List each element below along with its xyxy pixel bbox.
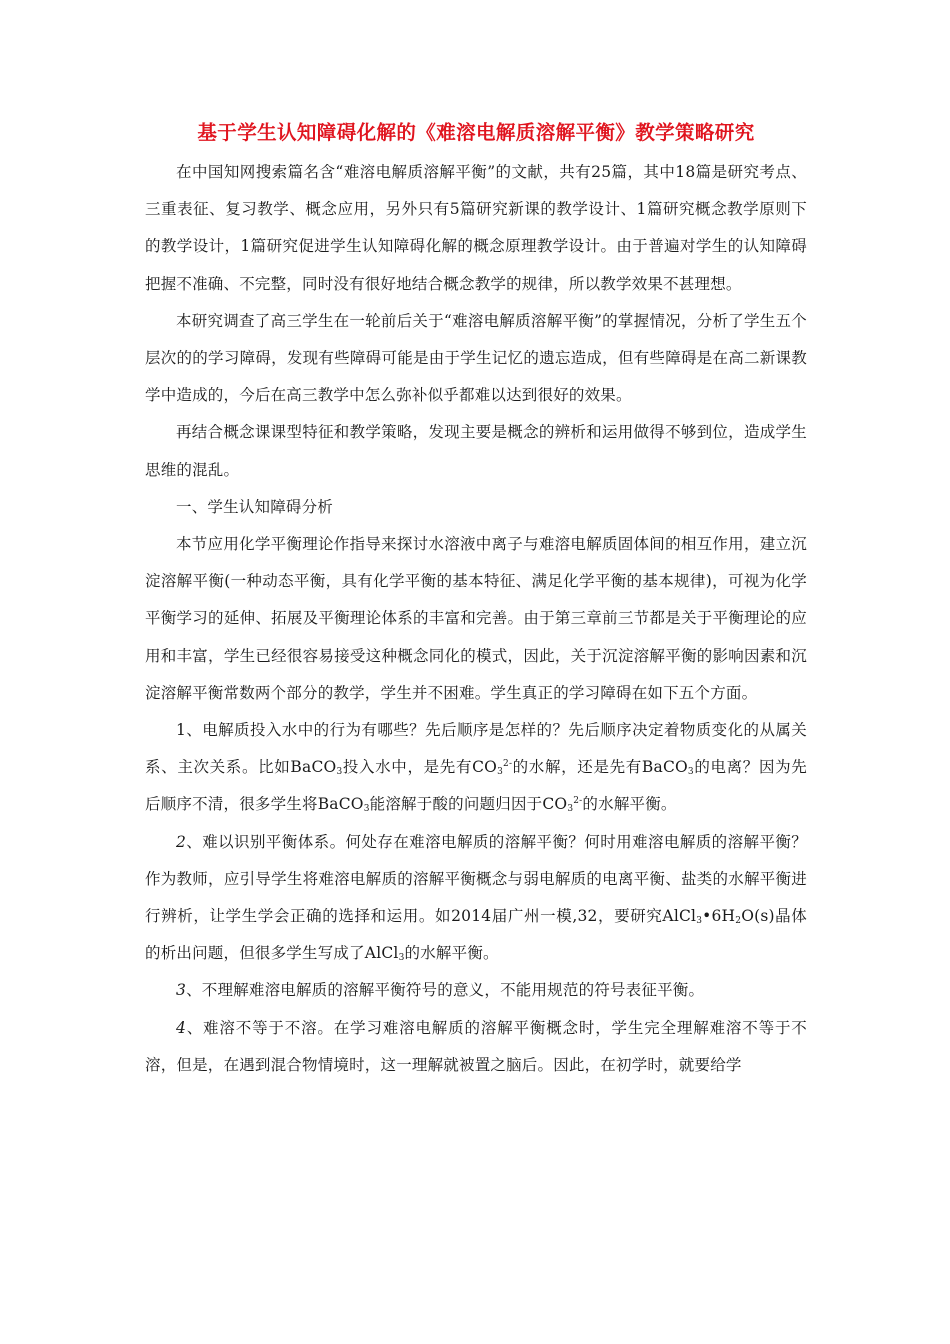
item-number: 3 [176, 981, 187, 1000]
list-item-1: 1、电解质投入水中的行为有哪些？先后顺序是怎样的？先后顺序决定着物质变化的从属关系、主次关系。比如BaCO$_3$投入水中，是先有$CO_3^{2-}$的水解，还是先有BaCO$_3$的电离？因为先后顺序不清，很多学生将BaCO$_3$能溶解于酸的问题归因于$CO_3^{2-}$的水解平衡。 [145, 721, 807, 815]
list-item-4: 4、难溶不等于不溶。在学习难溶电解质的溶解平衡概念时，学生完全理解难溶不等于不溶，但是，在遇到混合物情境时，这一理解就被置之脑后。因此，在初学时，就要给学 [145, 1018, 807, 1074]
paragraph-strategy: 再结合概念课课型特征和教学策略，发现主要是概念的辨析和运用做得不够到位，造成学生思维的混乱。 [145, 423, 807, 479]
item-number: 1 [176, 721, 187, 740]
paragraph-intro: 在中国知网搜索篇名含“难溶电解质溶解平衡”的文献，共有25篇，其中18篇是研究考点、三重表征、复习教学、概念应用，另外只有5篇研究新课的教学设计、1篇研究概念教学原则下的教学设计，1篇研究促进学生认知障碍化解的概念原理教学设计。由于普遍对学生的认知障碍把握不准确、不完整，同时没有很好地结合概念教学的规律，所以教学效果不甚理想。 [145, 163, 807, 293]
document-title: 基于学生认知障碍化解的《难溶电解质溶解平衡》教学策略研究 [197, 121, 755, 144]
item-number: 2 [176, 832, 187, 851]
document-page [145, 118, 807, 1084]
section-heading: 一、学生认知障碍分析 [176, 497, 334, 516]
list-item-3: 3、不理解难溶电解质的溶解平衡符号的意义，不能用规范的符号表征平衡。 [176, 981, 705, 1000]
item-number: 4 [176, 1018, 187, 1037]
paragraph-analysis: 本节应用化学平衡理论作指导来探讨水溶液中离子与难溶电解质固体间的相互作用，建立沉淀溶解平衡(一种动态平衡，具有化学平衡的基本特征、满足化学平衡的基本规律)，可视为化学平衡学习的延伸、拓展及平衡理论体系的丰富和完善。由于第三章前三节都是关于平衡理论的应用和丰富，学生已经很容易接受这种概念同化的模式，因此，关于沉淀溶解平衡的影响因素和沉淀溶解平衡常数两个部分的教学，学生并不困难。学生真正的学习障碍在如下五个方面。 [145, 535, 807, 702]
paragraph-survey: 本研究调查了高三学生在一轮前后关于“难溶电解质溶解平衡”的掌握情况，分析了学生五个层次的的学习障碍，发现有些障碍可能是由于学生记忆的遗忘造成，但有些障碍是在高二新课教学中造成的，今后在高三教学中怎么弥补似乎都难以达到很好的效果。 [145, 311, 807, 405]
list-item-2: 2、难以识别平衡体系。何处存在难溶电解质的溶解平衡？何时用难溶电解质的溶解平衡？作为教师，应引导学生将难溶电解质的溶解平衡概念与弱电解质的电离平衡、盐类的水解平衡进行辨析，让学生学会正确的选择和运用。如2014届广州一模,32，要研究$AlCl_3•6H_2O(s)$晶体的析出问题，但很多学生写成了AlCl$_3$的水解平衡。 [145, 832, 807, 964]
